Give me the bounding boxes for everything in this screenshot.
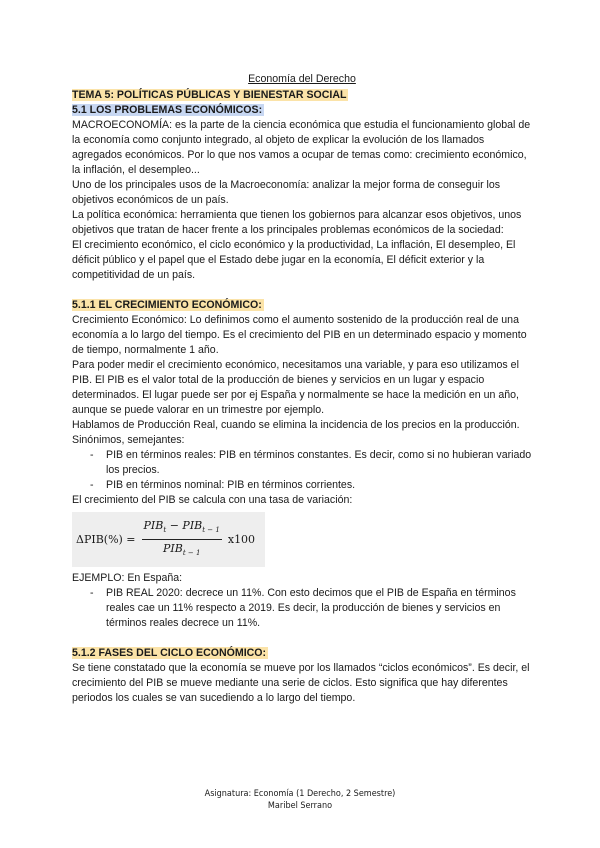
- section-5-1-1-heading: 5.1.1 EL CRECIMIENTO ECONÓMICO:: [72, 299, 262, 311]
- paragraph: Sinónimos, semejantes:: [72, 434, 185, 446]
- paragraph: Se tiene constatado que la economía se mueve por los llamados “ciclos económicos”. Es decir, el crecimiento del PIB se mueve mediante una serie de ciclos. Esto significa que hay diferentes periodos los cuales se van sucediendo a lo largo del tiempo.: [72, 662, 530, 705]
- paragraph: Crecimiento Económico: Lo definimos como el aumento sostenido de la producción real de una economía a lo largo del tiempo. Es el crecimiento del PIB en un determinado espacio y momento de tiempo, normalmente 1 año.: [72, 314, 527, 356]
- list-item: - PIB en términos nominal: PIB en términos corrientes.: [90, 478, 532, 493]
- paragraph: MACROECONOMÍA: es la parte de la ciencia económica que estudia el funcionamiento global de la economía como conjunto integrado, al objeto de explicar la evolución de los llamados agregados económicos. Por lo que nos vamos a ocupar de temas como: crecimiento económico, la inflación, el desempleo...: [72, 119, 531, 176]
- formula-numerator: [142, 518, 222, 540]
- paragraph: El crecimiento del PIB se calcula con una tasa de variación:: [72, 494, 353, 506]
- formula-term: PIB: [182, 519, 203, 532]
- formula-fraction: [142, 518, 222, 561]
- pib-growth-formula: [72, 512, 265, 567]
- paragraph: Uno de los principales usos de la Macroeconomía: analizar la mejor forma de conseguir los objetivos económicos de un país.: [72, 179, 501, 206]
- formula-rhs: x100: [227, 533, 256, 547]
- paragraph: Hablamos de Producción Real, cuando se elimina la incidencia de los precios en la producción.: [72, 419, 520, 431]
- formula-term: PIB: [143, 519, 164, 532]
- formula-subscript: t − 1: [202, 526, 220, 535]
- document-title: Economía del Derecho: [248, 73, 356, 85]
- paragraph: El crecimiento económico, el ciclo económico y la productividad, La inflación, El desempleo, El déficit público y el papel que el Estado debe jugar en la economía, El déficit exterior y la competitividad de un país.: [72, 239, 516, 281]
- formula-subscript: t − 1: [182, 549, 201, 558]
- formula-term: PIB: [162, 542, 183, 556]
- list-item: - PIB REAL 2020: decrece un 11%. Con esto decimos que el PIB de España en términos reales cae un 11% respecto a 2019. Es decir, la producción de bienes y servicios en términos reales decrece un 11%.: [90, 586, 532, 631]
- formula-denominator: [163, 540, 200, 561]
- footer-author: Maribel Serrano: [267, 801, 333, 811]
- formula-subscript: t: [163, 526, 167, 535]
- synonyms-list: [72, 448, 532, 493]
- document-page: [72, 72, 532, 706]
- formula-lhs: ΔPIB(%) =: [76, 533, 136, 547]
- section-5-1-2-heading: 5.1.2 FASES DEL CICLO ECONÓMICO:: [72, 647, 267, 660]
- section-5-1-heading: 5.1 LOS PROBLEMAS ECONÓMICOS:: [72, 104, 263, 116]
- example-label: EJEMPLO: En España:: [72, 572, 183, 585]
- paragraph: La política económica: herramienta que tienen los gobiernos para alcanzar esos objetivos, unos objetivos que tratan de hacer frente a los principales problemas económicos de la sociedad:: [72, 209, 522, 236]
- paragraph: Para poder medir el crecimiento económico, necesitamos una variable, y para eso utilizamos el PIB. El PIB es el valor total de la producción de bienes y servicios en un lugar y espacio determinados. El lugar puede ser por ej España y normalmente se hace la medición en un año, aunque se puede valorar en un trimestre por ejemplo.: [72, 359, 519, 416]
- example-list: [72, 586, 532, 631]
- page-footer: [0, 788, 600, 812]
- list-item: - PIB en términos reales: PIB en términos constantes. Es decir, como si no hubieran variado los precios.: [90, 448, 532, 478]
- footer-subject: Asignatura: Economía (1 Derecho, 2 Semestre): [204, 789, 396, 799]
- topic-heading: TEMA 5: POLÍTICAS PÚBLICAS Y BIENESTAR SOCIAL: [72, 89, 347, 101]
- formula-operator: −: [166, 519, 183, 532]
